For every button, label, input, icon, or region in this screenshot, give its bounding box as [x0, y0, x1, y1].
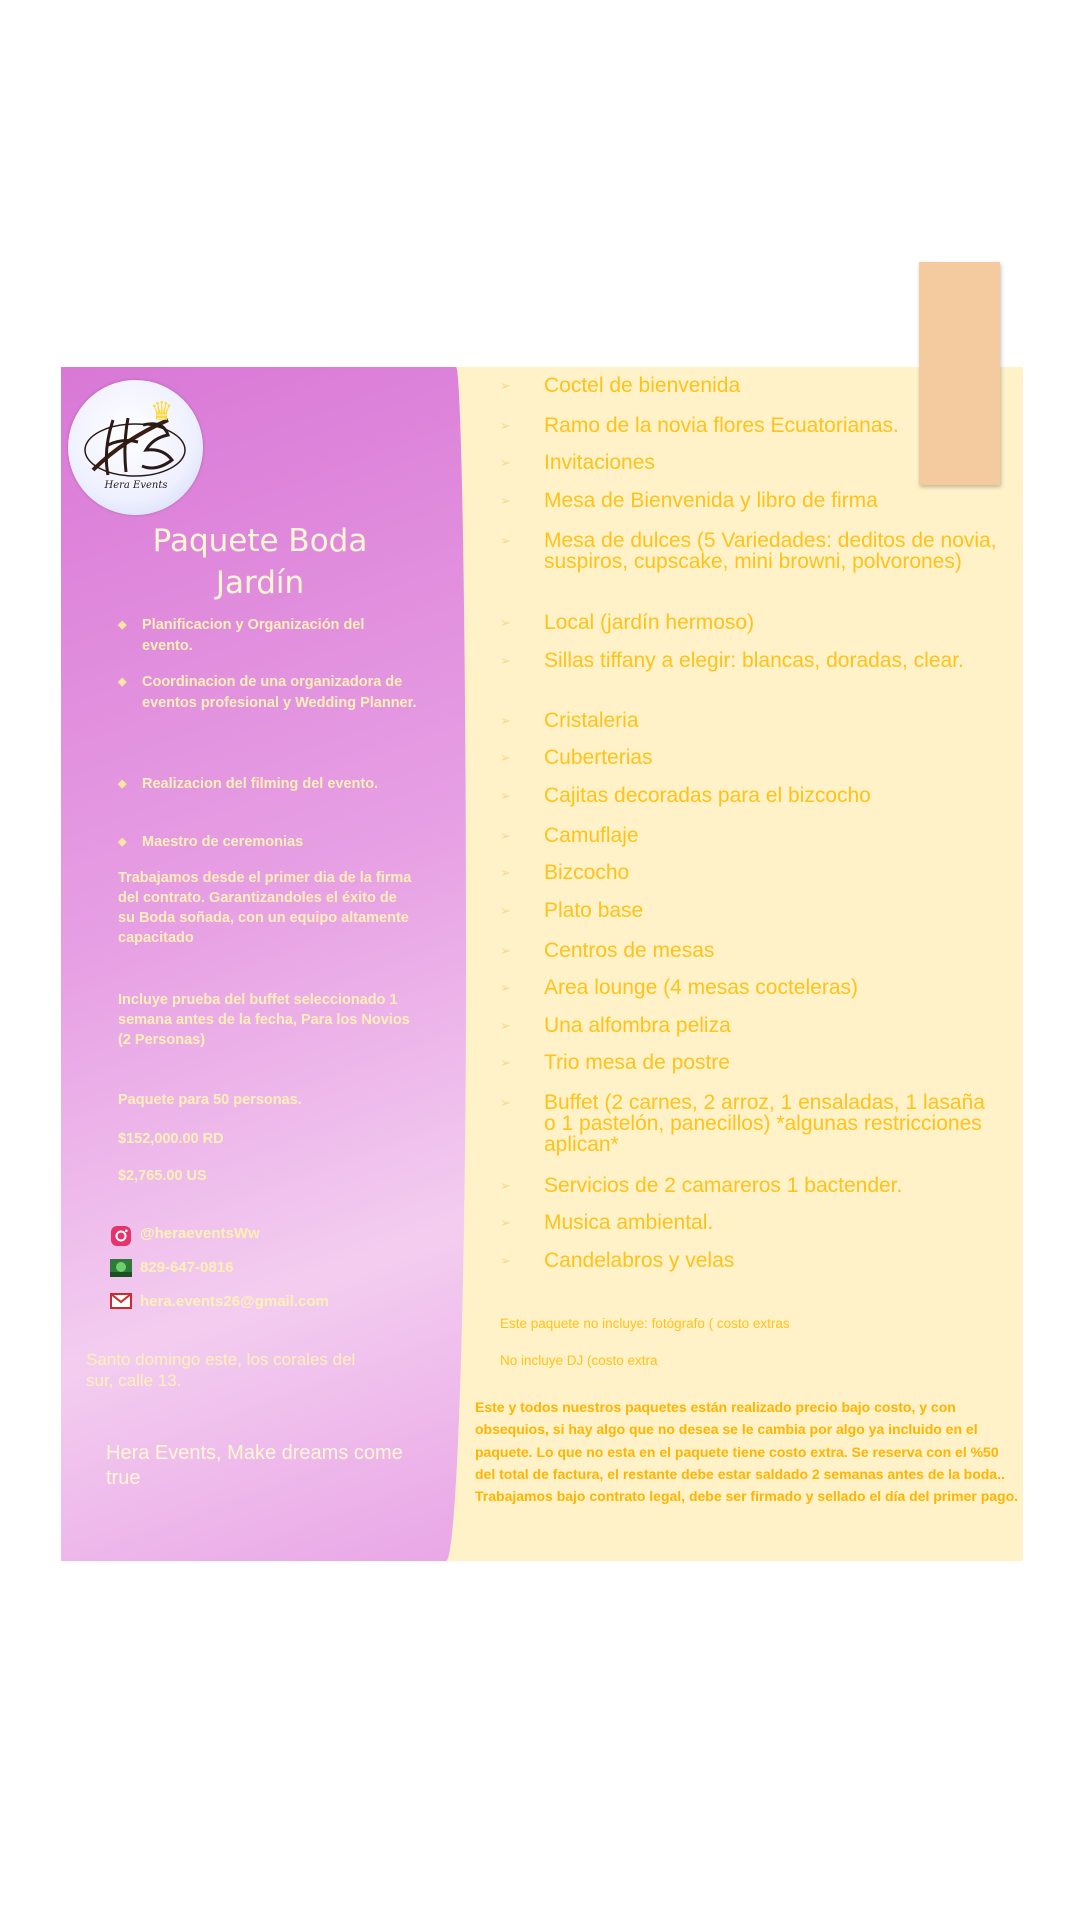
price-rd: $152,000.00 RD — [118, 1131, 224, 1147]
left-list-item: ◆ Maestro de ceremonias — [118, 832, 418, 853]
phone-contact[interactable] — [110, 1258, 233, 1278]
not-included-photographer: Este paquete no incluye: fotógrafo ( costo extras — [500, 1316, 790, 1331]
arrow-bullet-icon: ➢ — [500, 788, 511, 803]
arrow-bullet-icon: ➢ — [500, 418, 511, 433]
terms-paragraph: Este y todos nuestros paquetes están realizado precio bajo costo, y con obsequios, si hay algo que no desea se le cambia por algo ya incluido en el paquete. Lo que no esta en el paquete tiene costo extra. Se reserva con el %50 del total de factura, el restante debe estar saldado 2 semanas antes de la boda.. Trabajamos bajo contrato legal, debe ser firmado y sellado el día del primer pago. — [475, 1399, 1019, 1505]
bullet-icon: ◆ — [118, 676, 127, 688]
slogan: Hera Events, Make dreams come true — [106, 1442, 403, 1489]
address: Santo domingo este, los corales del sur, calle 13. — [86, 1350, 356, 1390]
price-us: $2,765.00 US — [118, 1168, 207, 1184]
instagram-handle: @heraeventsWw — [140, 1225, 260, 1242]
included-item: ➢ Una alfombra peliza — [500, 1014, 731, 1037]
buffet-test-paragraph: Incluye prueba del buffet seleccionado 1 semana antes de la fecha, Para los Novios (2 Personas) — [118, 992, 410, 1048]
included-item: ➢ Mesa de Bienvenida y libro de firma — [500, 489, 878, 512]
arrow-bullet-icon: ➢ — [500, 455, 511, 470]
email-contact[interactable] — [110, 1292, 329, 1312]
included-item: ➢ Cuberterias — [500, 746, 653, 769]
arrow-bullet-icon: ➢ — [500, 865, 511, 880]
arrow-bullet-icon: ➢ — [500, 980, 511, 995]
included-item: ➢ Musica ambiental. — [500, 1211, 714, 1234]
included-item: ➢ Ramo de la novia flores Ecuatorianas. — [500, 414, 899, 437]
included-item: ➢ Servicios de 2 camareros 1 bactender. — [500, 1174, 903, 1197]
package-title-line1: Paquete Boda — [152, 523, 368, 559]
included-item: ➢ Buffet (2 carnes, 2 arroz, 1 ensaladas, 1 lasaña o 1 pastelón, panecillos) *algunas restricciones aplican* — [500, 1091, 985, 1156]
whatsapp-icon — [110, 1259, 132, 1277]
arrow-bullet-icon: ➢ — [500, 943, 511, 958]
arrow-bullet-icon: ➢ — [500, 828, 511, 843]
logo-text: Hera Events — [104, 480, 168, 491]
included-item: ➢ Candelabros y velas — [500, 1249, 735, 1272]
instagram-contact[interactable] — [110, 1224, 260, 1244]
arrow-bullet-icon: ➢ — [500, 533, 511, 548]
arrow-bullet-icon: ➢ — [500, 378, 511, 393]
included-item: ➢ Trio mesa de postre — [500, 1051, 730, 1074]
bullet-icon: ◆ — [118, 836, 127, 848]
included-item: ➢ Mesa de dulces (5 Variedades: deditos de novia, suspiros, cupscake, mini browni, polvorones) — [500, 529, 997, 573]
bullet-icon: ◆ — [118, 619, 127, 631]
arrow-bullet-icon: ➢ — [500, 713, 511, 728]
arrow-bullet-icon: ➢ — [500, 1215, 511, 1230]
included-item: ➢ Bizcocho — [500, 861, 630, 884]
included-item: ➢ Local (jardín hermoso) — [500, 611, 755, 634]
arrow-bullet-icon: ➢ — [500, 1055, 511, 1070]
email-address: hera.events26@gmail.com — [140, 1293, 329, 1310]
included-item: ➢ Plato base — [500, 899, 644, 922]
included-item: ➢ Cristaleria — [500, 709, 639, 732]
phone-number: 829-647-0816 — [140, 1259, 234, 1276]
included-item: ➢ Cajitas decoradas para el bizcocho — [500, 784, 871, 807]
bullet-icon: ◆ — [118, 778, 127, 790]
included-item: ➢ Invitaciones — [500, 451, 655, 474]
left-list-item: ◆ Planificacion y Organización del evento. — [118, 617, 365, 654]
left-list-item: ◆ Realizacion del filming del evento. — [118, 774, 418, 795]
included-item: ➢ Camuflaje — [500, 824, 639, 847]
instagram-icon — [110, 1225, 132, 1243]
included-item: ➢ Centros de mesas — [500, 939, 715, 962]
not-included-dj: No incluye DJ (costo extra — [500, 1353, 658, 1368]
included-item: ➢ Sillas tiffany a elegir: blancas, doradas, clear. — [500, 649, 964, 672]
intro-paragraph: Trabajamos desde el primer dia de la firma del contrato. Garantizandoles el éxito de su Boda soñada, con un equipo altamente capacitado — [118, 870, 412, 946]
arrow-bullet-icon: ➢ — [500, 615, 511, 630]
crown-icon: ♛ — [150, 396, 174, 426]
included-item: ➢ Area lounge (4 mesas cocteleras) — [500, 976, 858, 999]
hera-events-logo — [68, 380, 203, 515]
mail-icon — [110, 1293, 132, 1311]
arrow-bullet-icon: ➢ — [500, 750, 511, 765]
arrow-bullet-icon: ➢ — [500, 653, 511, 668]
left-list-item: ◆ Coordinacion de una organizadora de eventos profesional y Wedding Planner. — [118, 674, 417, 711]
arrow-bullet-icon: ➢ — [500, 1095, 511, 1110]
arrow-bullet-icon: ➢ — [500, 1018, 511, 1033]
arrow-bullet-icon: ➢ — [500, 903, 511, 918]
included-item: ➢ Coctel de bienvenida — [500, 374, 741, 397]
package-title-line2: Jardín — [215, 565, 305, 601]
arrow-bullet-icon: ➢ — [500, 493, 511, 508]
arrow-bullet-icon: ➢ — [500, 1253, 511, 1268]
arrow-bullet-icon: ➢ — [500, 1178, 511, 1193]
package-people: Paquete para 50 personas. — [118, 1092, 302, 1108]
